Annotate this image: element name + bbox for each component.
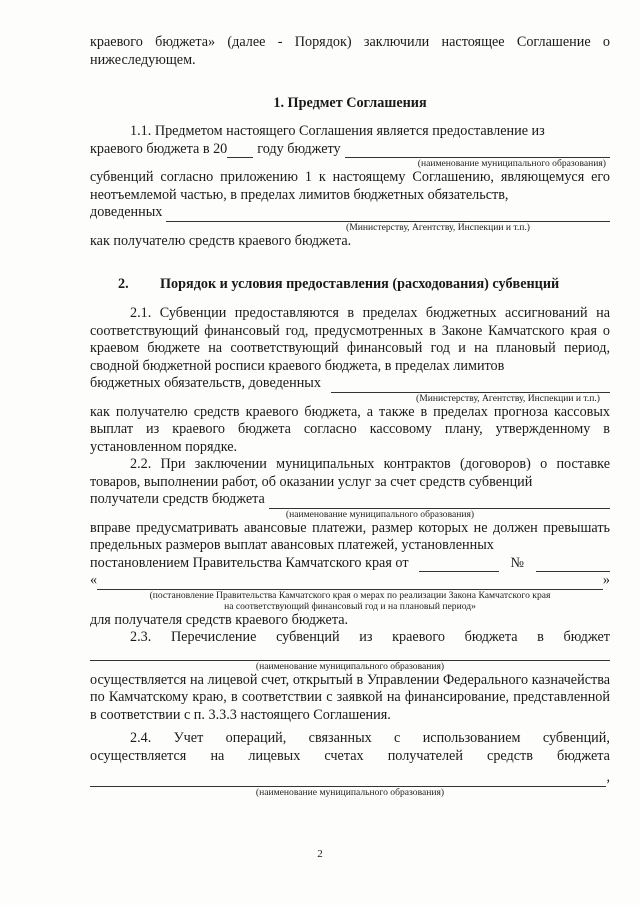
section-2-heading: 2. Порядок и условия предоставления (расходования) субвенций: [118, 276, 560, 292]
clause-2-3-line-1: 2.3. Перечисление субвенций из краевого бюджета в бюджет: [130, 629, 610, 645]
decree-date-blank: [419, 559, 499, 572]
decree-title-line: « »: [90, 572, 610, 588]
municipality-blank-2: [269, 495, 610, 509]
hint-decree-line-1: (постановление Правительства Камчатского края о мерах по реализации Закона Камчатского края: [149, 589, 551, 601]
intro-paragraph: краевого бюджета» (далее - Порядок) заключили настоящее Соглашение о нижеследующем.: [90, 34, 610, 68]
hint-decree-line-2: на соответствующий финансовый год и на плановый период»: [224, 600, 476, 612]
ministry-blank-2: [331, 379, 610, 393]
decree-number-blank: [536, 558, 610, 572]
hint-municipality-2: (наименование муниципального образования): [285, 508, 475, 520]
hint-municipality-3: (наименование муниципального образования): [255, 660, 445, 672]
clause-1-1-line-3: субвенций согласно приложению 1 к настоящему Соглашению, являющемуся его неотъемлемой частью, в пределах лимитов бюджетных обязательств,: [90, 169, 610, 203]
clause-2-2-cont: вправе предусматривать авансовые платежи, размер которых не должен превышать предельных размеров выплат авансовых платежей, установленных: [90, 519, 610, 553]
hint-ministry: (Министерству, Агентству, Инспекции и т.п.): [346, 221, 530, 233]
clause-2-3-cont: осуществляется на лицевой счет, открытый в Управлении Федерального казначейства по Камчатскому краю, в соответствии с заявкой на финансирование, представленной в соответствии с п. 3.3.3 настоящего Соглашения.: [90, 671, 610, 723]
clause-1-1-line-4: доведенных: [90, 204, 610, 222]
clause-1-1-line-5: как получателю средств краевого бюджета.: [90, 232, 352, 249]
municipality-blank: [345, 144, 610, 158]
clause-2-1-last-line: бюджетных обязательств, доведенных: [90, 375, 610, 393]
hint-municipality-4: (наименование муниципального образования): [255, 786, 445, 798]
clause-2-4-line-2: осуществляется на лицевых счетах получателей средств бюджета: [90, 747, 610, 764]
clause-1-1-line-2: краевого бюджета в 20 году бюджету: [90, 141, 610, 159]
hint-ministry-2: (Министерству, Агентству, Инспекции и т.п.): [416, 392, 600, 404]
clause-2-4-blank-line: ,: [90, 769, 610, 787]
municipality-blank-4: [90, 773, 606, 787]
clause-2-1-cont: как получателю средств краевого бюджета, а также в пределах прогноза кассовых выплат из краевого бюджета согласно кассовому плану, утвержденному в установленном порядке.: [90, 403, 610, 455]
hint-municipality: (наименование муниципального образования): [417, 158, 606, 169]
year-blank: [227, 145, 253, 158]
clause-1-1-line-1: 1.1. Предметом настоящего Соглашения является предоставление из: [130, 123, 545, 139]
clause-2-1: 2.1. Субвенции предоставляются в пределах бюджетных ассигнований на соответствующий финансовый год, предусмотренных в Законе Камчатского края о краевом бюджете на соответствующий финансовый год и на плановый период, сводной бюджетной росписи краевого бюджета, в пределах лимитов: [90, 305, 610, 374]
clause-2-2-end: для получателя средств краевого бюджета.: [90, 611, 349, 628]
ministry-blank: [166, 208, 610, 222]
clause-2-4-line-1: 2.4. Учет операций, связанных с использованием субвенций,: [130, 730, 610, 746]
document-page: [90, 34, 610, 798]
municipality-blank-3: [90, 647, 610, 661]
decree-title-blank: [97, 576, 603, 590]
clause-2-2-decree: постановлением Правительства Камчатского края от №: [90, 555, 610, 573]
clause-2-3-blank-line: [90, 647, 610, 661]
clause-2-2-line: получатели средств бюджета: [90, 491, 610, 509]
clause-2-2: 2.2. При заключении муниципальных контрактов (договоров) о поставке товаров, выполнении работ, об оказании услуг за счет средств субвенций: [90, 456, 610, 490]
page-number: 2: [317, 848, 323, 860]
section-1-heading: 1. Предмет Соглашения: [273, 95, 427, 111]
